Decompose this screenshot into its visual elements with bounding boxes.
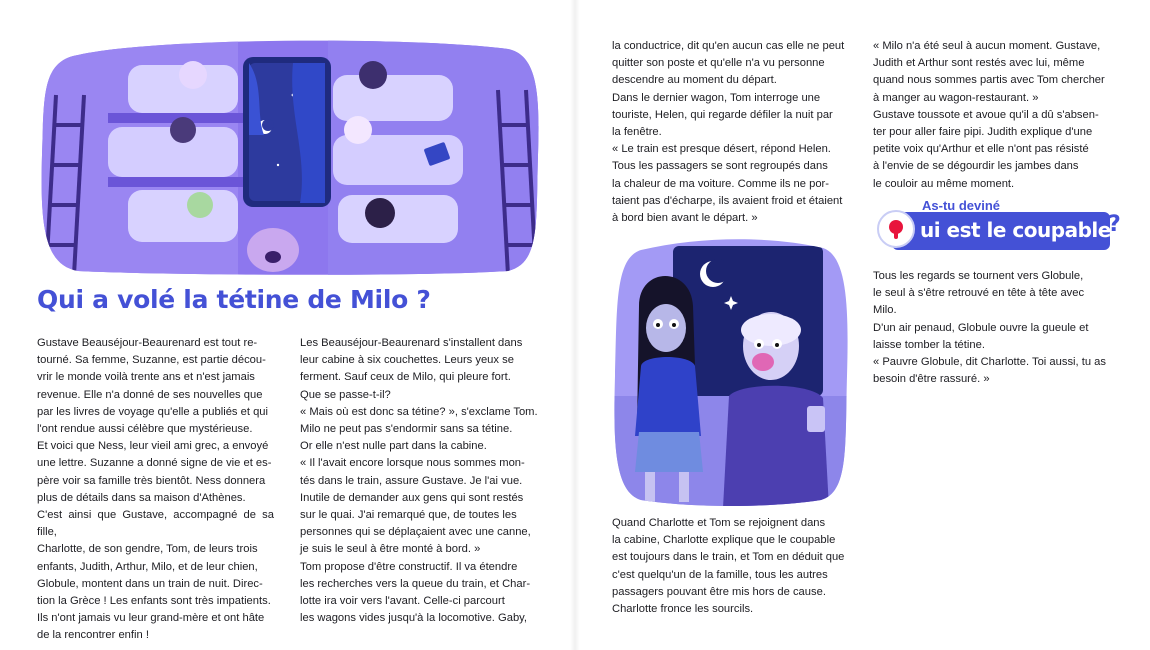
badge-main-text: ui est le coupable — [920, 218, 1111, 242]
text-line: la cabine, Charlotte explique que le coupable — [612, 534, 836, 547]
right-column-bottom-text — [612, 515, 850, 618]
pin-icon — [889, 220, 903, 234]
text-line: ter pour aller faire pipi. Judith explique d'une — [873, 126, 1093, 139]
far-right-column-bottom-text — [873, 268, 1113, 388]
right-page — [575, 0, 1150, 650]
text-line: Tom propose d'être constructif. Il va étendre — [300, 560, 518, 573]
text-line: sur le quai. J'ai remarqué que, de toutes les — [300, 509, 517, 522]
text-line: Gustave toussote et avoue qu'il a dû s'absen- — [873, 108, 1099, 121]
guess-culprit-badge — [872, 196, 1122, 256]
text-line: les wagons vides jusqu'à la locomotive. Gaby, — [300, 612, 528, 625]
text-line: personnes qui se déplaçaient avec une canne, — [300, 526, 531, 539]
story-title: Qui a volé la tétine de Milo ? — [37, 285, 431, 314]
text-line: les recherches vers la queue du train, et Char- — [300, 577, 531, 590]
text-line: touriste, Helen, qui regarde défiler la nuit par — [612, 108, 833, 121]
text-line: « Mais où est donc sa tétine? », s'exclame Tom. — [300, 405, 538, 418]
left-column-text — [37, 335, 274, 645]
question-mark-icon: ? — [1108, 212, 1121, 237]
text-line: la chaleur de ma voiture. Comme ils ne por- — [612, 177, 830, 190]
text-line: revenue. Elle n'a donné de ses nouvelles que — [37, 388, 263, 401]
text-line: Que se passe-t-il? — [300, 388, 391, 401]
text-line: passagers pouvant être mis hors de cause. — [612, 585, 826, 598]
text-line: « Le train est presque désert, répond Helen. — [612, 143, 831, 156]
text-line: Ils n'ont jamais vu leur grand-mère et ont hâte — [37, 612, 265, 625]
text-line: « Milo n'a été seul à aucun moment. Gustave, — [873, 40, 1101, 52]
badge-lead-text: As-tu deviné — [922, 198, 1001, 213]
text-line: petite voix qu'Arthur et elle n'ont pas résisté — [873, 143, 1089, 156]
text-line: C'est ainsi que Gustave, accompagné de sa fille, — [37, 509, 274, 539]
text-line: Inutile de demander aux gens qui sont restés — [300, 491, 524, 504]
text-line: D'un air penaud, Globule ouvre la gueule et — [873, 321, 1089, 334]
text-line: ferment. Sauf ceux de Milo, qui pleure fort. — [300, 371, 511, 384]
text-line: le seul à s'être retrouvé en tête à tête avec — [873, 287, 1085, 300]
text-line: Milo ne peut pas s'endormir sans sa tétine. — [300, 423, 513, 436]
right-column-top-text — [612, 38, 850, 227]
text-line: tion la Grèce ! Les enfants sont très impatients. — [37, 595, 271, 608]
text-line: Quand Charlotte et Tom se rejoignent dans — [612, 517, 826, 529]
text-line: Les Beauséjour-Beaurenard s'installent dans — [300, 337, 523, 349]
cabin-scene-image — [38, 35, 542, 275]
text-line: taient pas d'écharpe, ils avaient froid et étaient — [612, 194, 843, 207]
text-line: plus de détails dans sa maison d'Athènes. — [37, 491, 246, 504]
text-line: quand nous sommes partis avec Tom chercher — [873, 74, 1105, 87]
text-line: Et voici que Ness, leur vieil ami grec, a envoyé — [37, 440, 269, 453]
far-right-column-top-text — [873, 38, 1113, 193]
text-line: à l'envie de se dégourdir les jambes dans — [873, 160, 1079, 173]
text-line: quitter son poste et qu'elle n'a vu personne — [612, 57, 825, 70]
text-line: par les livres de voyage qu'elle a publiés et qui — [37, 405, 268, 418]
charlotte-tom-illustration — [611, 236, 851, 508]
text-line: Judith et Arthur sont restés avec lui, même — [873, 57, 1085, 70]
text-line: enfants, Judith, Arthur, Milo, et de leur chien, — [37, 560, 258, 573]
text-line: à bord bien avant le départ. » — [612, 212, 758, 225]
text-line: Globule, montent dans un train de nuit. Direc- — [37, 577, 263, 590]
text-line: Dans le dernier wagon, Tom interroge une — [612, 91, 821, 104]
text-line: descendre au moment du départ. — [612, 74, 777, 87]
text-line: vrir le monde voilà trente ans et n'est jamais — [37, 371, 255, 384]
text-line: Tous les passagers se sont regroupés dans — [612, 160, 828, 173]
text-line: je suis le seul à être monté à bord. » — [300, 543, 481, 556]
text-line: lotte ira voir vers l'avant. Celle-ci parcourt — [300, 595, 505, 608]
text-line: Charlotte fronce les sourcils. — [612, 603, 754, 616]
text-line: Milo. — [873, 304, 897, 317]
text-line: besoin d'être rassuré. » — [873, 373, 990, 386]
text-line: laisse tomber la tétine. — [873, 338, 985, 351]
text-line: Charlotte, de son gendre, Tom, de leurs trois — [37, 543, 258, 556]
badge-circle — [877, 210, 915, 248]
text-line: « Il l'avait encore lorsque nous sommes mon- — [300, 457, 525, 470]
text-line: l'ont rendue aussi célèbre que mystérieuse. — [37, 423, 253, 436]
text-line: père voir sa famille très bientôt. Ness donnera — [37, 474, 266, 487]
text-line: est toujours dans le train, et Tom en déduit que — [612, 551, 845, 564]
text-line: Or elle n'est nulle part dans la cabine. — [300, 440, 487, 453]
text-line: la fenêtre. — [612, 126, 662, 139]
text-line: le couloir au même moment. — [873, 177, 1015, 190]
text-line: tés dans le train, assure Gustave. Je l'ai vue. — [300, 474, 523, 487]
cabin-illustration — [38, 35, 542, 275]
text-line: tourné. Sa femme, Suzanne, est partie décou- — [37, 354, 266, 367]
text-line: une lettre. Suzanne a donné signe de vie et es- — [37, 457, 272, 470]
charlotte-tom-image — [611, 236, 851, 508]
text-line: c'est quelqu'un de la famille, tous les autres — [612, 568, 828, 581]
text-line: de la rencontrer enfin ! — [37, 629, 149, 642]
text-line: « Pauvre Globule, dit Charlotte. Toi aussi, tu as — [873, 356, 1106, 369]
text-line: la conductrice, dit qu'en aucun cas elle ne peut — [612, 40, 845, 52]
text-line: leur cabine à six couchettes. Leurs yeux se — [300, 354, 514, 367]
middle-column-text — [300, 335, 538, 627]
text-line: Gustave Beauséjour-Beaurenard est tout re- — [37, 337, 258, 349]
text-line: Tous les regards se tournent vers Globule, — [873, 270, 1084, 282]
text-line: à manger au wagon-restaurant. » — [873, 91, 1039, 104]
